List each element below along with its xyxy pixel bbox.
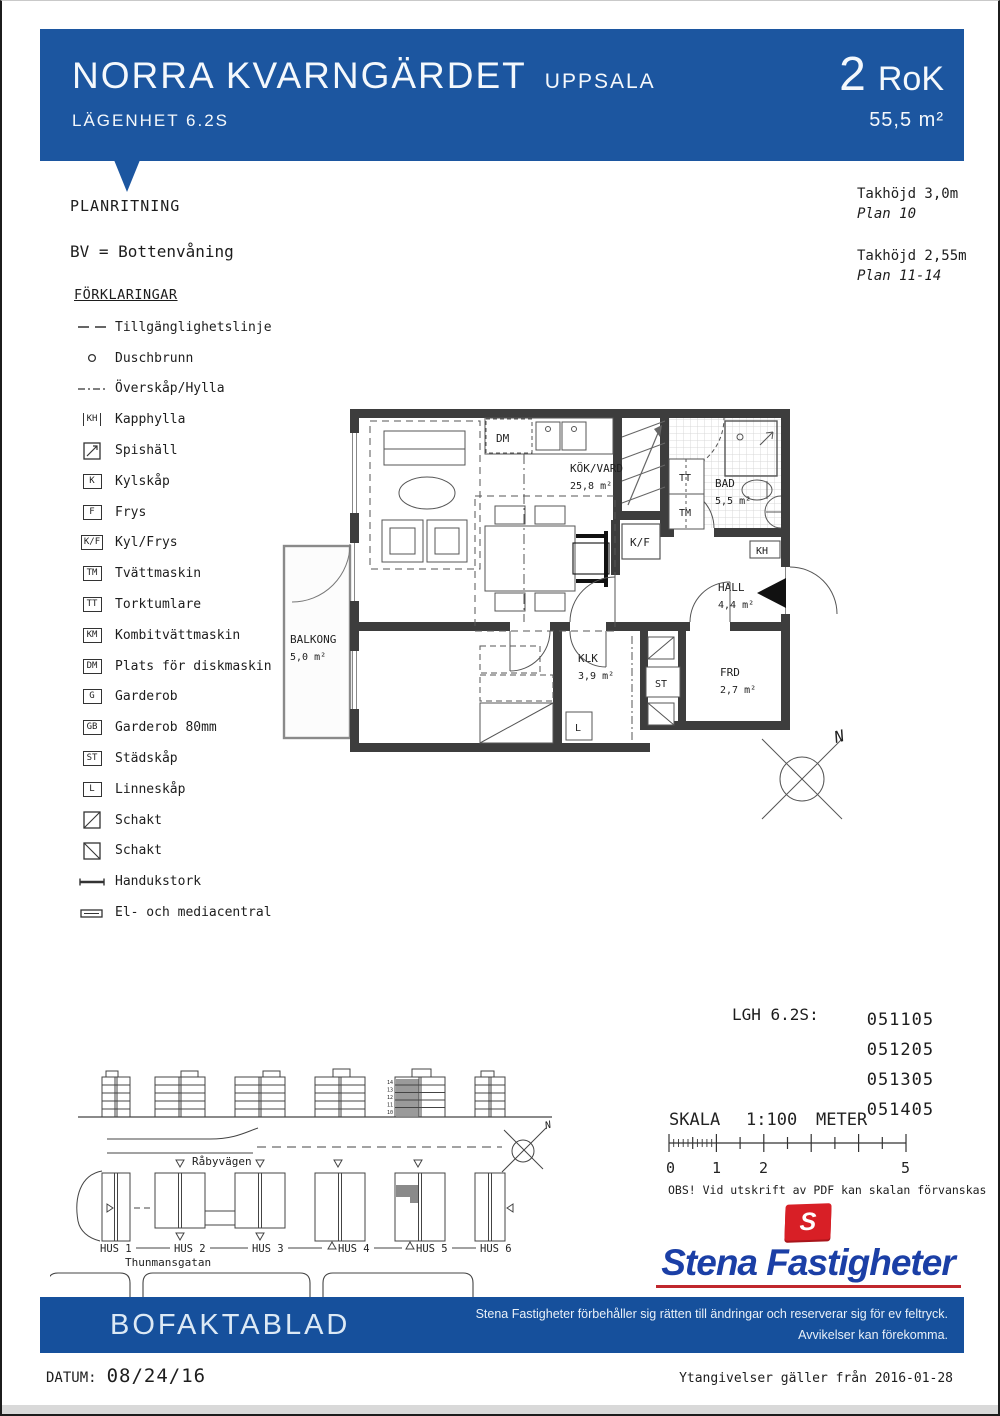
floor-drain-icon	[74, 350, 110, 366]
disclaimer-line-1: Stena Fastigheter förbehåller sig rätten till ändringar och reserverar sig för ev feltryck.	[475, 1306, 948, 1321]
bedroom-furniture	[480, 631, 553, 743]
lgh-number: 051405	[866, 1100, 935, 1120]
footer-title: BOFAKTABLAD	[110, 1308, 351, 1341]
room-count-unit: RoK	[877, 60, 944, 98]
legend-item-handukstork: Handukstork	[74, 866, 334, 897]
kf-marker: K/F	[630, 536, 650, 549]
combo-washer-icon: KM	[83, 628, 102, 643]
dishwasher-icon: DM	[83, 659, 102, 674]
scale-unit: METER	[816, 1111, 868, 1130]
floorplan-drawing	[270, 391, 870, 821]
ceiling-plan-2: Plan 11-14	[857, 268, 942, 284]
hus-labels	[100, 1243, 512, 1255]
stairwell	[622, 421, 665, 505]
hus-label-4: HUS 4	[338, 1243, 370, 1255]
scale-tick-1: 1	[712, 1159, 722, 1177]
balcony	[284, 544, 350, 738]
apartment-area: 55,5 m²	[869, 109, 944, 131]
hus-label-1: HUS 1	[100, 1243, 132, 1255]
kokvard-area: 25,8 m²	[570, 481, 613, 492]
svg-text:13: 13	[387, 1087, 394, 1094]
siteplan-north-label: N	[543, 1119, 553, 1132]
linen-closet-icon: L	[83, 782, 102, 797]
header-banner	[40, 29, 964, 161]
svg-text:14: 14	[387, 1080, 394, 1086]
washer-icon: TM	[83, 566, 102, 581]
scale-tick-5: 5	[901, 1159, 911, 1177]
highlighted-unit	[396, 1185, 418, 1203]
legend-item-tvattmaskin: TM Tvättmaskin	[74, 558, 334, 589]
freezer-icon: F	[83, 505, 102, 520]
bad-label: BAD	[715, 477, 735, 490]
header-right	[839, 48, 944, 147]
stena-logo-underline	[656, 1285, 961, 1288]
balkong-area: 5,0 m²	[290, 652, 327, 663]
legend-item-frys: F Frys	[74, 497, 334, 528]
dm-marker: DM	[496, 432, 510, 445]
kokvard-label: KÖK/VARD	[570, 462, 623, 475]
kh-marker: KH	[756, 546, 769, 557]
fridge-freezer-icon: K/F	[81, 535, 103, 550]
legend-item-kapphylla: KH Kapphylla	[74, 404, 334, 435]
lgh-label: LGH 6.2S:	[732, 1005, 819, 1024]
svg-text:12: 12	[387, 1095, 394, 1101]
scale-label: SKALA	[669, 1111, 721, 1130]
cleaning-closet-icon: ST	[83, 751, 102, 766]
klk-label: KLK	[578, 652, 598, 665]
legend-item-kylskap: K Kylskåp	[74, 466, 334, 497]
living-furniture	[370, 421, 480, 569]
dryer-icon: TT	[83, 597, 102, 612]
dashes-icon	[74, 319, 110, 335]
legend-item-duschbrunn: Duschbrunn	[74, 343, 334, 374]
entrance-arrow-icon	[757, 578, 786, 608]
stena-logo	[652, 1204, 964, 1288]
legend-item-stadskap: ST Städskåp	[74, 743, 334, 774]
hus-label-6: HUS 6	[480, 1243, 512, 1255]
date-label: DATUM:	[46, 1370, 97, 1386]
hall-area: 4,4 m²	[718, 600, 755, 611]
scale-tick-2: 2	[759, 1159, 769, 1177]
dining-set	[475, 496, 615, 631]
svg-text:11: 11	[387, 1102, 394, 1109]
ceiling-height-2: Takhöjd 2,55m	[857, 248, 967, 264]
bv-note: BV = Bottenvåning	[70, 242, 234, 261]
project-title: NORRA KVARNGÄRDET	[72, 55, 527, 96]
stena-flag-icon	[784, 1203, 831, 1241]
bottom-strip	[2, 1405, 998, 1414]
banner-pointer-icon	[114, 160, 140, 192]
building-elevations	[78, 1069, 552, 1117]
fridge-icon: K	[83, 474, 102, 489]
frd-area: 2,7 m²	[720, 685, 757, 696]
hus-label-5: HUS 5	[416, 1243, 448, 1255]
apartment-number-list	[732, 1005, 934, 1125]
apartment-label: LÄGENHET 6.2S	[72, 111, 230, 130]
legend-title: FÖRKLARINGAR	[74, 287, 178, 303]
elevation-floor-numbers	[387, 1080, 393, 1116]
lgh-number: 051205	[866, 1040, 935, 1060]
legend-item-garderob: G Garderob	[74, 682, 334, 713]
legend-item-torktumlare: TT Torktumlare	[74, 589, 334, 620]
electrical-panel-icon	[74, 905, 110, 921]
siteplan-drawing	[50, 1063, 570, 1297]
legend-item-tillganglighetslinje: Tillgänglighetslinje	[74, 312, 334, 343]
hus-label-3: HUS 3	[252, 1243, 284, 1255]
hus-label-2: HUS 2	[174, 1243, 206, 1255]
wardrobe-80-icon: GB	[83, 720, 102, 735]
road	[107, 1128, 502, 1153]
legend-item-kylfrys: K/F Kyl/Frys	[74, 528, 334, 559]
legend-item-diskmaskin: DM Plats för diskmaskin	[74, 651, 334, 682]
hall-doors	[570, 577, 730, 622]
compass-icon	[762, 726, 847, 819]
footer-bar	[40, 1297, 964, 1353]
legend-item-schakt-2: Schakt	[74, 836, 334, 867]
scale-ratio: 1:100	[746, 1111, 798, 1130]
legend-item-overskap: Överskåp/Hylla	[74, 374, 334, 405]
st-marker: ST	[655, 679, 668, 690]
shaft-up-icon	[74, 811, 110, 829]
legend-item-spishall: Spishäll	[74, 435, 334, 466]
balkong-label: BALKONG	[290, 633, 337, 646]
ceiling-info	[857, 184, 967, 308]
legend-item-linneskap: L Linneskåp	[74, 774, 334, 805]
stena-flag-letter: S	[799, 1207, 817, 1236]
bad-area: 5,5 m²	[715, 496, 752, 507]
legend-item-schakt-1: Schakt	[74, 805, 334, 836]
l-marker: L	[575, 723, 582, 734]
frd-label: FRD	[720, 666, 740, 679]
hall-label: HALL	[718, 581, 745, 594]
lgh-number: 051305	[866, 1070, 935, 1090]
scale-tick-0: 0	[666, 1159, 676, 1177]
room-count: 2	[839, 48, 866, 101]
date-row	[46, 1365, 206, 1387]
siteplan-compass-icon	[502, 1119, 554, 1172]
towel-rail-icon	[74, 874, 110, 890]
date-value: 08/24/16	[106, 1365, 207, 1387]
road-label: Råbyvägen	[192, 1155, 252, 1168]
footer-disclaimer	[476, 1304, 948, 1347]
scale-bar	[666, 1111, 921, 1181]
legend-item-kombimaskin: KM Kombitvättmaskin	[74, 620, 334, 651]
compass-north-label: N	[832, 726, 847, 747]
scale-ruler	[669, 1134, 906, 1152]
coat-shelf-icon: KH	[83, 413, 102, 426]
stove-icon	[74, 442, 110, 460]
tm-marker: TM	[679, 508, 692, 519]
ceiling-plan-1: Plan 10	[857, 206, 917, 222]
disclaimer-line-2: Avvikelser kan förekomma.	[798, 1328, 948, 1342]
svg-text:10: 10	[387, 1110, 394, 1116]
building-plans	[77, 1171, 513, 1241]
lgh-number: 051105	[866, 1010, 935, 1030]
wardrobe-icon: G	[83, 689, 102, 704]
ceiling-height-1: Takhöjd 3,0m	[857, 186, 959, 202]
entrance	[757, 567, 837, 614]
validity-note: Ytangivelser gäller från 2016-01-28	[679, 1371, 953, 1386]
tt-marker: TT	[679, 473, 692, 484]
street-label: Thunmansgatan	[125, 1256, 212, 1269]
section-title-planritning: PLANRITNING	[70, 197, 181, 215]
parking-areas	[50, 1273, 473, 1297]
legend-item-garderob80: GB Garderob 80mm	[74, 712, 334, 743]
legend-item-elcentral: El- och mediacentral	[74, 897, 334, 928]
city-label: UPPSALA	[544, 70, 656, 93]
klk-area: 3,9 m²	[578, 671, 615, 682]
shaft-down-icon	[74, 842, 110, 860]
stena-logo-text: Stena Fastigheter	[661, 1242, 955, 1283]
header-left	[72, 55, 656, 147]
dash-dot-icon	[74, 381, 110, 397]
scale-note: OBS! Vid utskrift av PDF kan skalan förvanskas	[668, 1183, 987, 1197]
